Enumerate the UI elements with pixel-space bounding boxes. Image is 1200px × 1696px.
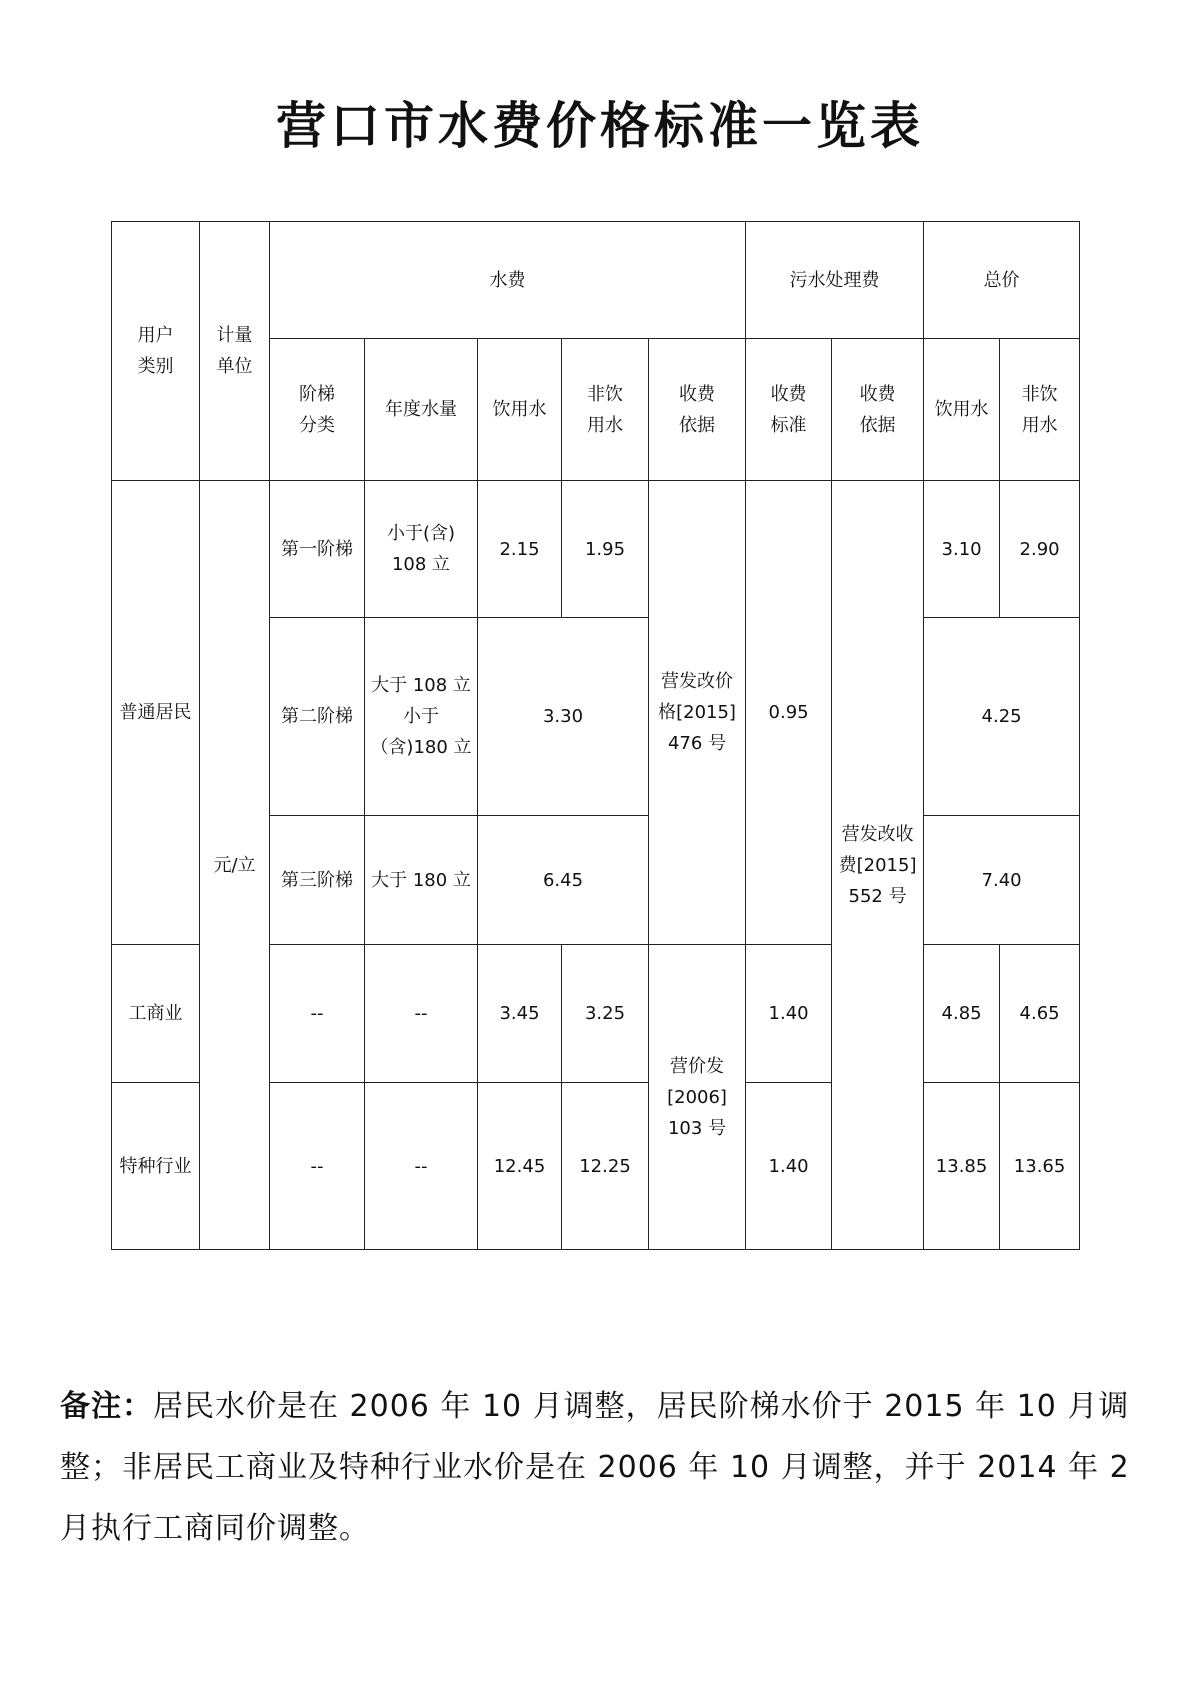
header-row-1 xyxy=(112,222,1080,339)
table-row-resident-tier1 xyxy=(112,481,1080,618)
commerce-tier: -- xyxy=(270,945,365,1083)
tier2-water: 3.30 xyxy=(478,618,649,816)
commerce-sewage-standard: 1.40 xyxy=(746,945,832,1083)
unit-cell: 元/立 xyxy=(200,481,270,1250)
water-fee-table xyxy=(111,221,1080,1250)
header-sewage-fee: 污水处理费 xyxy=(746,222,924,339)
commerce-drinking: 3.45 xyxy=(478,945,562,1083)
special-drinking: 12.45 xyxy=(478,1083,562,1250)
header-water-basis: 收费 依据 xyxy=(649,339,746,481)
header-drinking: 饮用水 xyxy=(478,339,562,481)
note xyxy=(60,1376,1130,1559)
header-total-non-drinking: 非饮 用水 xyxy=(1000,339,1080,481)
special-tier: -- xyxy=(270,1083,365,1250)
tier1-total-drinking: 3.10 xyxy=(924,481,1000,618)
sewage-basis: 营发改收 费[2015] 552 号 xyxy=(832,481,924,1250)
header-sewage-standard: 收费 标准 xyxy=(746,339,832,481)
tier1-total-non-drinking: 2.90 xyxy=(1000,481,1080,618)
header-annual-volume: 年度水量 xyxy=(365,339,478,481)
resident-water-basis: 营发改价 格[2015] 476 号 xyxy=(649,481,746,945)
special-non-drinking: 12.25 xyxy=(562,1083,649,1250)
header-user-type: 用户 类别 xyxy=(112,222,200,481)
header-total-drinking: 饮用水 xyxy=(924,339,1000,481)
resident-label: 普通居民 xyxy=(112,481,200,945)
commerce-non-drinking: 3.25 xyxy=(562,945,649,1083)
header-sewage-basis: 收费 依据 xyxy=(832,339,924,481)
header-water-fee: 水费 xyxy=(270,222,746,339)
nonresident-water-basis: 营价发 [2006] 103 号 xyxy=(649,945,746,1250)
note-text: 居民水价是在 2006 年 10 月调整，居民阶梯水价于 2015 年 10 月调整；非居民工商业及特种行业水价是在 2006 年 10 月调整，并于 2014 年 2 月执行工商同价调整。 xyxy=(60,1389,1130,1546)
tier1-volume: 小于(含) 108 立 xyxy=(365,481,478,618)
special-volume: -- xyxy=(365,1083,478,1250)
commerce-total-non-drinking: 4.65 xyxy=(1000,945,1080,1083)
tier1-name: 第一阶梯 xyxy=(270,481,365,618)
special-total-non-drinking: 13.65 xyxy=(1000,1083,1080,1250)
header-unit: 计量 单位 xyxy=(200,222,270,481)
tier3-name: 第三阶梯 xyxy=(270,816,365,945)
header-tier: 阶梯 分类 xyxy=(270,339,365,481)
tier3-water: 6.45 xyxy=(478,816,649,945)
tier1-drinking: 2.15 xyxy=(478,481,562,618)
commerce-volume: -- xyxy=(365,945,478,1083)
commerce-label: 工商业 xyxy=(112,945,200,1083)
special-sewage-standard: 1.40 xyxy=(746,1083,832,1250)
special-label: 特种行业 xyxy=(112,1083,200,1250)
tier2-volume: 大于 108 立 小于 （含)180 立 xyxy=(365,618,478,816)
tier3-volume: 大于 180 立 xyxy=(365,816,478,945)
page-title: 营口市水费价格标准一览表 xyxy=(276,97,924,155)
tier2-total: 4.25 xyxy=(924,618,1080,816)
resident-sewage-standard: 0.95 xyxy=(746,481,832,945)
note-label: 备注： xyxy=(60,1389,153,1424)
tier1-non-drinking: 1.95 xyxy=(562,481,649,618)
header-total: 总价 xyxy=(924,222,1080,339)
tier3-total: 7.40 xyxy=(924,816,1080,945)
header-non-drinking: 非饮 用水 xyxy=(562,339,649,481)
commerce-total-drinking: 4.85 xyxy=(924,945,1000,1083)
tier2-name: 第二阶梯 xyxy=(270,618,365,816)
special-total-drinking: 13.85 xyxy=(924,1083,1000,1250)
